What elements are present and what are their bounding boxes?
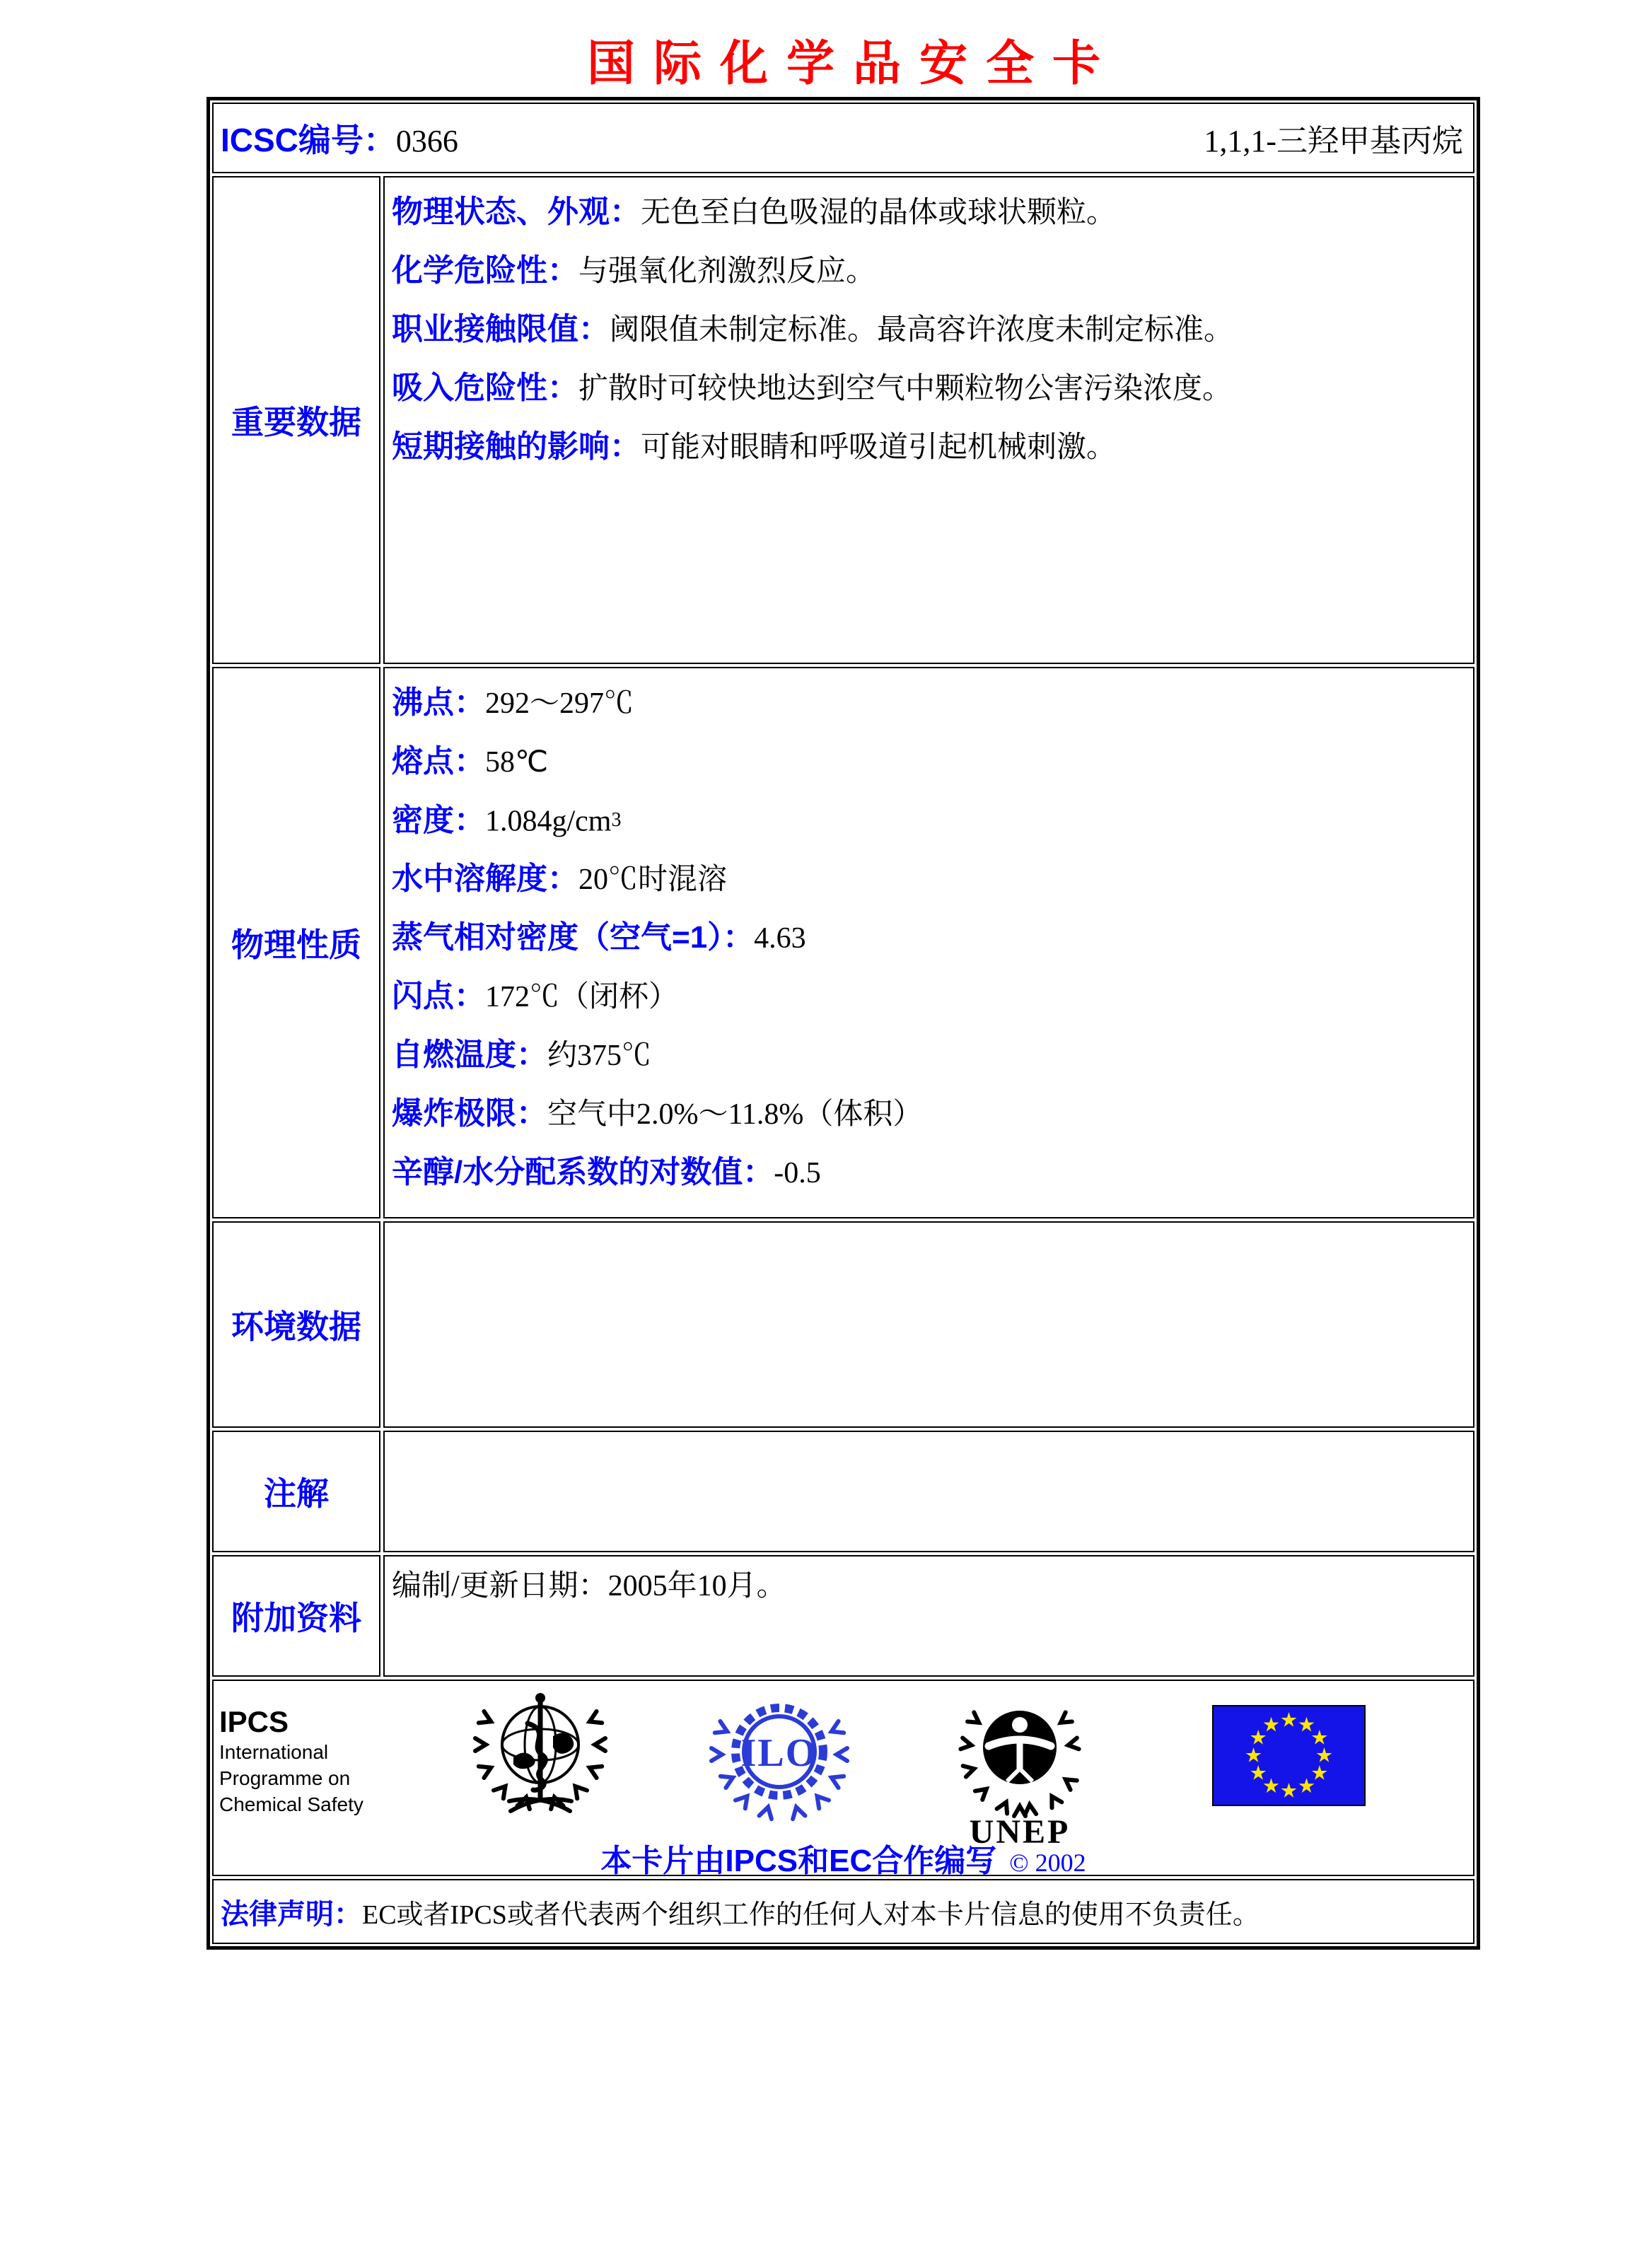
additional-info-content [383,1555,1474,1677]
environmental-data-content [383,1221,1474,1428]
icsc-card-table [206,97,1480,1950]
important-data-row [212,176,1474,664]
legal-label: 法律声明： [221,1898,362,1930]
physical-property-item: 辛醇/水分配系数的对数值：-0.5 [392,1155,821,1190]
environmental-data-row [212,1221,1474,1428]
unep-logo-text: UNEP [969,1813,1071,1849]
legal-row [212,1879,1474,1944]
copyright-text: © 2002 [1009,1849,1086,1877]
who-logo-icon [470,1687,611,1821]
important-data-label: 重要数据 [212,176,380,664]
ilo-logo-text: ILO [740,1731,818,1775]
header-row [212,103,1474,173]
cooperation-caption [214,1835,1473,1880]
physical-property-item: 爆炸极限：空气中2.0%～11.8%（体积） [392,1096,923,1131]
ipcs-text-block [219,1705,363,1817]
important-data-item: 物理状态、外观：无色至白色吸湿的晶体或球状颗粒。 [392,194,1117,229]
logos-cell [212,1680,1474,1876]
physical-property-item: 密度：$1.084g/cm^3$ [392,803,622,838]
superscript: 3 [611,809,622,831]
notes-row [212,1431,1474,1552]
physical-properties-row [212,667,1474,1218]
physical-property-item: 自燃温度：约375℃ [392,1037,652,1073]
notes-content [383,1431,1474,1552]
cooperation-caption-text: 本卡片由IPCS和EC合作编写 [600,1844,997,1878]
icsc-number-value: 0366 [395,124,458,158]
eu-flag-icon [1212,1705,1366,1806]
update-date-line: 编制/更新日期：2005年10月。 [392,1570,786,1602]
physical-property-item: 闪点：172℃（闭杯） [392,979,679,1014]
logos-row [212,1680,1474,1876]
header-cell [212,103,1474,173]
page-title: 国际化学品安全卡 [586,37,1119,91]
icsc-number-group [221,115,458,161]
physical-properties-label: 物理性质 [212,667,380,1218]
important-data-item: 吸入危险性：扩散时可较快地达到空气中颗粒物公害污染浓度。 [392,371,1233,405]
additional-info-row [212,1555,1474,1677]
additional-info-label: 附加资料 [212,1555,380,1677]
ipcs-name-line: Programme on [219,1767,351,1789]
notes-label: 注解 [212,1431,380,1552]
physical-property-item: 沸点：292～297℃ [392,685,634,720]
physical-property-item: 熔点：58℃ [392,744,549,779]
ipcs-name-line: International [219,1741,329,1763]
chemical-name: 1,1,1-三羟甲基丙烷 [1204,124,1463,158]
important-data-item: 短期接触的影响：可能对眼睛和呼吸道引起机械刺激。 [392,429,1117,464]
ipcs-name-line: Chemical Safety [219,1793,363,1815]
unep-logo-icon [949,1682,1090,1849]
ilo-logo-icon [709,1687,850,1828]
ipcs-acronym: IPCS [219,1705,289,1738]
legal-text: EC或者IPCS或者代表两个组织工作的任何人对本卡片信息的使用不负责任。 [362,1899,1260,1930]
physical-property-item: 蒸气相对密度（空气=1）：4.63 [392,920,806,955]
important-data-item: 职业接触限值：阈限值未制定标准。最高容许浓度未制定标准。 [392,312,1234,347]
important-data-item: 化学危险性：与强氧化剂激烈反应。 [392,253,876,288]
environmental-data-label: 环境数据 [212,1221,380,1428]
important-data-content [383,176,1474,664]
physical-properties-content [383,667,1474,1218]
icsc-number-label: ICSC编号： [221,122,396,158]
legal-cell [212,1879,1474,1944]
physical-property-item: 水中溶解度：20℃时混溶 [392,861,728,897]
